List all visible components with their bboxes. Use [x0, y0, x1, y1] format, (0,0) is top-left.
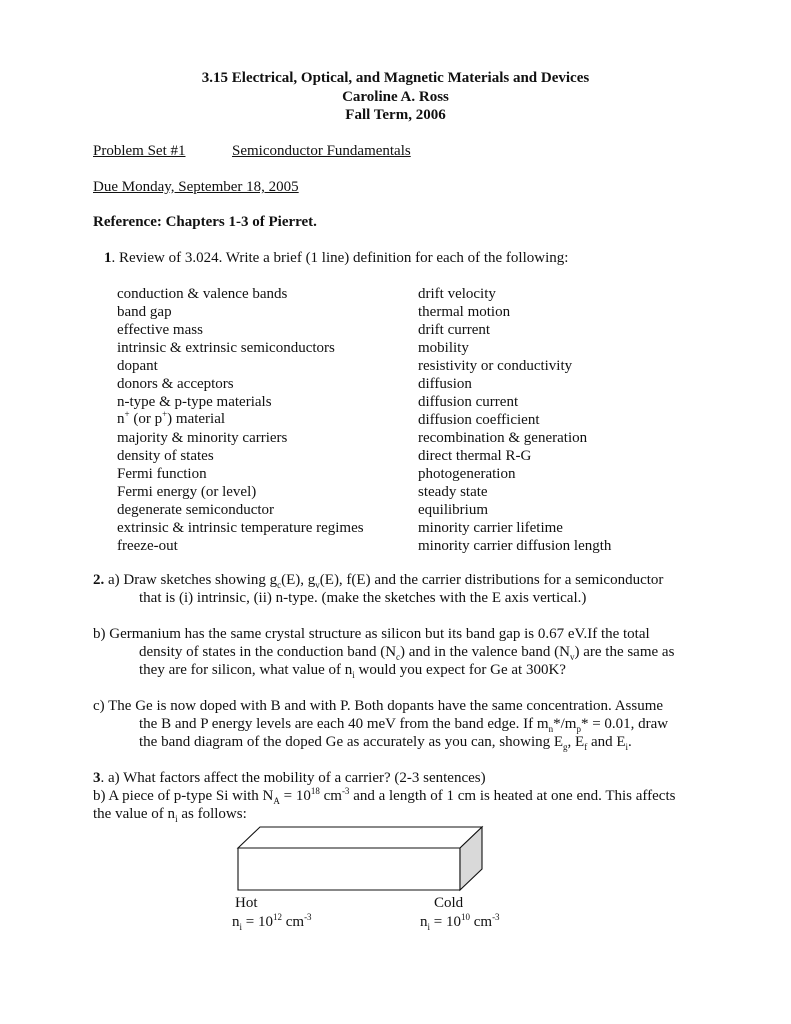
term: Fall Term, 2006 — [345, 107, 446, 123]
term-left-item: n-type & p-type materials — [117, 394, 272, 410]
term-left-item: Fermi energy (or level) — [117, 484, 257, 500]
term-left-item: band gap — [117, 304, 172, 320]
hot-ni-value: $n_i = 10^{12}$ $cm^{-3}$ — [232, 912, 312, 932]
term-right-item: photogeneration — [418, 466, 516, 482]
question-2a-line-2: that is (i) intrinsic, (ii) n-type. (make the sketches with the E axis vertical.) — [139, 590, 587, 606]
term-left-item: degenerate semiconductor — [117, 502, 275, 518]
question-3a: 3. a) What factors affect the mobility of a carrier? (2-3 sentences) — [93, 770, 486, 786]
term-left-item: conduction & valence bands — [117, 286, 288, 302]
term-left-item: effective mass — [117, 322, 203, 338]
term-right-item: minority carrier diffusion length — [418, 538, 612, 554]
question-2b-line-1: b) Germanium has the same crystal structure as silicon but its band gap is 0.67 eV.If the total — [93, 626, 650, 642]
term-right-item: recombination & generation — [418, 430, 588, 446]
term-left-item: dopant — [117, 358, 158, 374]
term-left-item: density of states — [117, 448, 214, 464]
term-right-item: direct thermal R-G — [418, 448, 532, 464]
question-3b-line-1: b) A piece of p-type Si with $N_A = 10^{18}$ $cm^{-3}$ and a length of 1 cm is heated at one end. This affects — [93, 786, 676, 806]
term-left-item: freeze-out — [117, 538, 178, 554]
term-right-item: minority carrier lifetime — [418, 520, 563, 536]
term-nplus: n+ (or p+) material — [117, 409, 226, 427]
question-1-text: . Review of 3.024. Write a brief (1 line) definition for each of the following: — [111, 250, 569, 266]
question-2b-line-3: they are for silicon, what value of $n_i$ would you expect for Ge at 300K? — [139, 662, 566, 680]
question-1-number: 1 — [104, 250, 112, 266]
term-left-item: donors & acceptors — [117, 376, 234, 392]
bar-front-face — [238, 848, 460, 890]
bar-top-face — [238, 827, 482, 848]
term-right-item: diffusion — [418, 376, 472, 392]
term-right-item: resistivity or conductivity — [418, 358, 573, 374]
term-right-item: diffusion coefficient — [418, 412, 540, 428]
term-left-item: majority & minority carriers — [117, 430, 288, 446]
cold-label: Cold — [434, 895, 464, 911]
term-right-item: drift velocity — [418, 286, 496, 302]
hot-label: Hot — [235, 895, 258, 911]
instructor-name: Caroline A. Ross — [342, 89, 449, 105]
question-3b-line-2: the value of $n_i$ as follows: — [93, 806, 247, 824]
term-right-item: equilibrium — [418, 502, 488, 518]
course-title: 3.15 Electrical, Optical, and Magnetic Materials and Devices — [201, 70, 590, 86]
question-2c-line-1: c) The Ge is now doped with B and with P. Both dopants have the same concentration. Assume — [93, 698, 664, 714]
question-2-number: 2. — [93, 572, 105, 588]
term-left-item: Fermi function — [117, 466, 207, 482]
question-1-prompt — [104, 249, 568, 267]
question-3-number: 3 — [93, 770, 101, 786]
term-left-item: intrinsic & extrinsic semiconductors — [117, 340, 335, 356]
term-right-item: diffusion current — [418, 394, 519, 410]
question-2c-line-3: the band diagram of the doped Ge as accurately as you can, showing $E_g$, $E_f$ and $E_i$. — [139, 734, 632, 752]
term-right-item: steady state — [418, 484, 488, 500]
due-date: Due Monday, September 18, 2005 — [93, 179, 299, 195]
question-2b-line-2: density of states in the conduction band $(N_c)$ and in the valence band $(N_v)$ are the same as — [139, 644, 675, 662]
cold-ni-value: $n_i = 10^{10}$ $cm^{-3}$ — [420, 912, 500, 932]
pset-topic: Semiconductor Fundamentals — [232, 143, 411, 159]
term-right-item: thermal motion — [418, 304, 511, 320]
term-right-item: drift current — [418, 322, 491, 338]
pset-label: Problem Set #1 — [93, 143, 186, 159]
question-2a-line-1: 2. a) Draw sketches showing $g_c(E)$, $g_v(E)$, f(E) and the carrier distributions for a semiconductor — [93, 572, 664, 590]
heated-bar-diagram — [230, 820, 495, 895]
term-left-item: extrinsic & intrinsic temperature regimes — [117, 520, 364, 536]
term-right-item: mobility — [418, 340, 469, 356]
question-2c-line-2: the B and P energy levels are each 40 meV from the band edge. If $m_n*/m_p* = 0.01$, draw — [139, 716, 669, 734]
reference: Reference: Chapters 1-3 of Pierret. — [93, 214, 317, 230]
